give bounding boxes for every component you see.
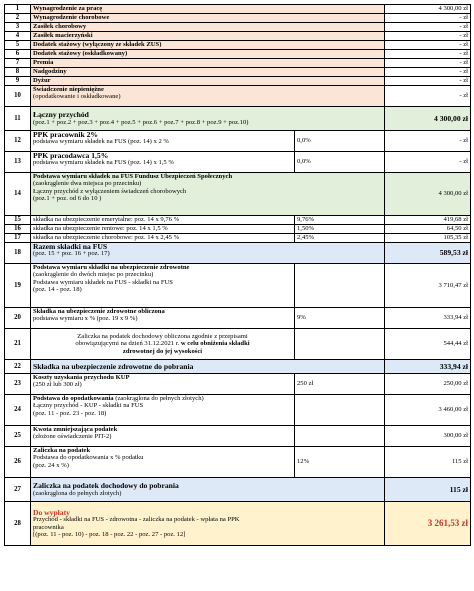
row-label: składka na ubezpieczenie emerytalne: poz. 14 x 9,76 %: [31, 216, 295, 225]
row-value: 589,53 zł: [385, 243, 471, 264]
row-label: Zaliczka na podatek dochodowy do pobrania: [33, 481, 179, 491]
empty-cell: [295, 264, 385, 308]
row-value: - zł: [385, 68, 471, 77]
row-label: Składka na ubezpieczenie zdrowotne obliczona: [33, 308, 165, 315]
table-row: [5, 173, 471, 216]
row-label-cell: [31, 478, 385, 502]
row-number: 12: [5, 131, 31, 152]
row-number: 5: [5, 41, 31, 50]
row-value: - zł: [385, 23, 471, 32]
row-label: Podstawa wymiaru składki na ubezpieczenie zdrowotne: [33, 264, 190, 271]
row-rate: 0,0%: [295, 131, 385, 152]
row-value: 250,00 zł: [385, 374, 471, 395]
table-row: [5, 5, 471, 14]
row-value: 3 261,53 zł: [385, 502, 471, 546]
table-row: [5, 308, 471, 329]
row-label: Podstawa wymiaru składek na FUS Fundusz Ubezpieczeń Społecznych: [33, 173, 233, 180]
row-sublabel: pracownika: [33, 523, 64, 531]
row-number: 13: [5, 152, 31, 173]
row-sublabel: obowiązującymi na dzień 31.12.2021 r.: [75, 340, 181, 348]
row-number: 23: [5, 374, 31, 395]
table-row: [5, 68, 471, 77]
row-value: 4 300,00 zł: [385, 173, 471, 216]
row-sublabel-line: [33, 340, 292, 347]
row-value: - zł: [385, 32, 471, 41]
table-row: [5, 502, 471, 546]
payroll-table: [4, 4, 471, 546]
row-sublabel: (zaokrąglenie do dwóch miejsc po przecinku): [33, 271, 154, 279]
row-value: - zł: [385, 59, 471, 68]
table-row: [5, 234, 471, 243]
table-row: [5, 41, 471, 50]
row-label: Razem składki na FUS: [33, 242, 108, 251]
row-number: 8: [5, 68, 31, 77]
row-rate: 9%: [295, 308, 385, 329]
row-sublabel: (poz. 15 + poz. 16 + poz. 17): [33, 250, 110, 258]
table-row: [5, 107, 471, 131]
row-value: - zł: [385, 14, 471, 23]
row-value: 419,68 zł: [385, 216, 471, 225]
row-number: 19: [5, 264, 31, 308]
row-label: Wynagrodzenie chorobowe: [31, 14, 385, 23]
row-label: Zaliczka na podatek: [33, 447, 91, 454]
row-rate: 0,0%: [295, 152, 385, 173]
row-label: składka na ubezpieczenie chorobowe: poz. 14 x 2,45 %: [31, 234, 295, 243]
row-label: Do wypłaty: [33, 507, 70, 517]
row-sublabel: (zaokrąglona do pełnych złotych): [33, 489, 122, 497]
table-row: [5, 426, 471, 447]
row-number: 28: [5, 502, 31, 546]
row-value: - zł: [385, 50, 471, 59]
empty-cell: [295, 329, 385, 360]
row-label-cell: [31, 447, 295, 478]
row-sublabel: (poz. 11 - poz. 23 - poz. 18): [33, 409, 107, 417]
row-value: 300,00 zł: [385, 426, 471, 447]
row-value: 333,94 zł: [385, 360, 471, 374]
row-sublabel: podstawa wymiaru składek na FUS (poz. 14) x 2 %: [33, 138, 169, 146]
row-sublabel: (złożone oświadczenie PIT-2): [33, 433, 112, 441]
row-number: 3: [5, 23, 31, 32]
row-sublabel-bold: zdrowotnej do jej wysokości: [122, 347, 203, 355]
row-sublabel: [(poz. 11 - poz. 10) - poz. 18 - poz. 22 - poz. 27 - poz. 12]: [33, 530, 186, 538]
row-number: 14: [5, 173, 31, 216]
table-row: [5, 374, 471, 395]
row-sublabel: (zaokrąglona do pełnych złotych): [113, 395, 204, 402]
row-rate: 12%: [295, 447, 385, 478]
row-value: 3 460,00 zł: [385, 395, 471, 426]
table-row: [5, 86, 471, 107]
table-row: [5, 23, 471, 32]
row-sublabel: Łączny przychód z wyłączeniem świadczeń chorobowych: [33, 187, 187, 195]
row-label: Wynagrodzenie za pracę: [31, 5, 385, 14]
row-sublabel: (poz. 14 - poz. 18): [33, 286, 82, 294]
row-rate: 250 zł: [295, 374, 385, 395]
row-label-cell: [31, 308, 295, 329]
row-number: 10: [5, 86, 31, 107]
table-row: [5, 225, 471, 234]
table-row: [5, 395, 471, 426]
row-label: PPK pracownik 2%: [33, 130, 98, 139]
row-value: 115 zł: [385, 447, 471, 478]
row-label-cell: [31, 426, 295, 447]
row-value: - zł: [385, 131, 471, 152]
row-label: Nadgodziny: [31, 68, 385, 77]
table-row: [5, 478, 471, 502]
row-label: PPK pracodawca 1,5%: [33, 151, 109, 160]
row-value: 115 zł: [385, 478, 471, 502]
row-sublabel: (poz. 24 x %): [33, 461, 69, 469]
row-number: 25: [5, 426, 31, 447]
row-label: Łączny przychód: [33, 110, 89, 120]
table-row: [5, 152, 471, 173]
row-number: 22: [5, 360, 31, 374]
row-number: 15: [5, 216, 31, 225]
row-number: 4: [5, 32, 31, 41]
row-label-cell: [31, 152, 295, 173]
row-label: Dyżur: [31, 77, 385, 86]
table-row: [5, 243, 471, 264]
row-sublabel: Zaliczka na podatek dochodowy obliczona zgodnie z przepisami: [77, 332, 248, 340]
row-label: Składka na ubezpieczenie zdrowotne do pobrania: [31, 360, 385, 374]
row-number: 6: [5, 50, 31, 59]
row-rate: 9,76%: [295, 216, 385, 225]
row-number: 27: [5, 478, 31, 502]
row-value: 3 710,47 zł: [385, 264, 471, 308]
table-row: [5, 329, 471, 360]
row-label: Dodatek stażowy (oskładkowany): [31, 50, 385, 59]
table-row: [5, 360, 471, 374]
row-sublabel: (250 zł lub 300 zł): [33, 381, 82, 389]
row-label-cell: [31, 395, 295, 426]
row-value: 4 300,00 zł: [385, 5, 471, 14]
row-value: 105,35 zł: [385, 234, 471, 243]
row-rate: 1,50%: [295, 225, 385, 234]
row-value: - zł: [385, 86, 471, 107]
row-number: 11: [5, 107, 31, 131]
row-number: 7: [5, 59, 31, 68]
empty-cell: [295, 395, 385, 426]
row-sublabel: Łączny przychód - KUP - składki na FUS: [33, 402, 144, 410]
row-number: 18: [5, 243, 31, 264]
empty-cell: [295, 426, 385, 447]
table-row: [5, 50, 471, 59]
row-sublabel: (opodatkowanie i oskładkowane): [33, 93, 121, 101]
row-label: Zasiłek macierzyński: [31, 32, 385, 41]
row-number: 2: [5, 14, 31, 23]
row-sublabel: (zaokrąglenie dwa miejsca po przecinku): [33, 180, 142, 188]
table-row: [5, 59, 471, 68]
row-label-cell: [31, 86, 385, 107]
row-label-line: [33, 395, 292, 402]
row-label-cell: [31, 131, 295, 152]
row-label-cell: [31, 374, 295, 395]
row-sublabel: Przychód - składki na FUS - zdrowotna - zaliczka na podatek - wpłata na PPK: [33, 516, 240, 524]
row-number: 16: [5, 225, 31, 234]
row-value: - zł: [385, 152, 471, 173]
row-label: Zasiłek chorobowy: [31, 23, 385, 32]
row-label-cell: [31, 264, 295, 308]
row-number: 26: [5, 447, 31, 478]
row-value: - zł: [385, 41, 471, 50]
row-sublabel: (poz.1 + poz. od 6 do 10 ): [33, 195, 102, 203]
table-row: [5, 14, 471, 23]
row-label: Dodatek stażowy (wyłączony ze składek ZUS): [31, 41, 385, 50]
table-row: [5, 264, 471, 308]
row-sublabel: podstawa wymiaru x % (poz. 19 x 9 %): [33, 315, 138, 323]
row-sublabel: (poz.1 + poz.2 + poz.3 + poz.4 + poz.5 + poz.6 + poz.7 + poz.8 + poz.9 + poz.10): [33, 118, 249, 126]
row-number: 17: [5, 234, 31, 243]
table-row: [5, 32, 471, 41]
row-rate: 2,45%: [295, 234, 385, 243]
row-sublabel: Podstawa wymiaru składek na FUS - składki na FUS: [33, 278, 173, 286]
row-value: 333,94 zł: [385, 308, 471, 329]
row-label: Świadczenie niepieniężne: [33, 86, 104, 93]
table-row: [5, 131, 471, 152]
row-sublabel: Podstawa do opodatkowania x % podatku: [33, 454, 144, 462]
row-value: 544,44 zł: [385, 329, 471, 360]
row-value: - zł: [385, 77, 471, 86]
table-row: [5, 216, 471, 225]
row-number: 21: [5, 329, 31, 360]
row-label-cell: [31, 107, 385, 131]
row-label: Kwota zmniejszająca podatek: [33, 426, 118, 433]
row-label-cell: [31, 502, 385, 546]
row-label: składka na ubezpieczenie rentowe: poz. 14 x 1,5 %: [31, 225, 295, 234]
row-number: 9: [5, 77, 31, 86]
row-number: 24: [5, 395, 31, 426]
row-label: Koszty uzyskania przychodu KUP: [33, 374, 130, 381]
row-number: 1: [5, 5, 31, 14]
row-label-cell: [31, 329, 295, 360]
row-value: 4 300,00 zł: [385, 107, 471, 131]
row-label-cell: [31, 243, 385, 264]
row-value: 64,50 zł: [385, 225, 471, 234]
row-number: 20: [5, 308, 31, 329]
table-row: [5, 77, 471, 86]
row-label-cell: [31, 173, 385, 216]
row-sublabel: podstawa wymiaru składek na FUS (poz. 14) x 1,5 %: [33, 159, 174, 167]
row-label: Premia: [31, 59, 385, 68]
row-sublabel-bold: w celu obniżenia składki: [180, 340, 250, 348]
row-label: Podstawa do opodatkowania: [33, 395, 114, 402]
table-row: [5, 447, 471, 478]
